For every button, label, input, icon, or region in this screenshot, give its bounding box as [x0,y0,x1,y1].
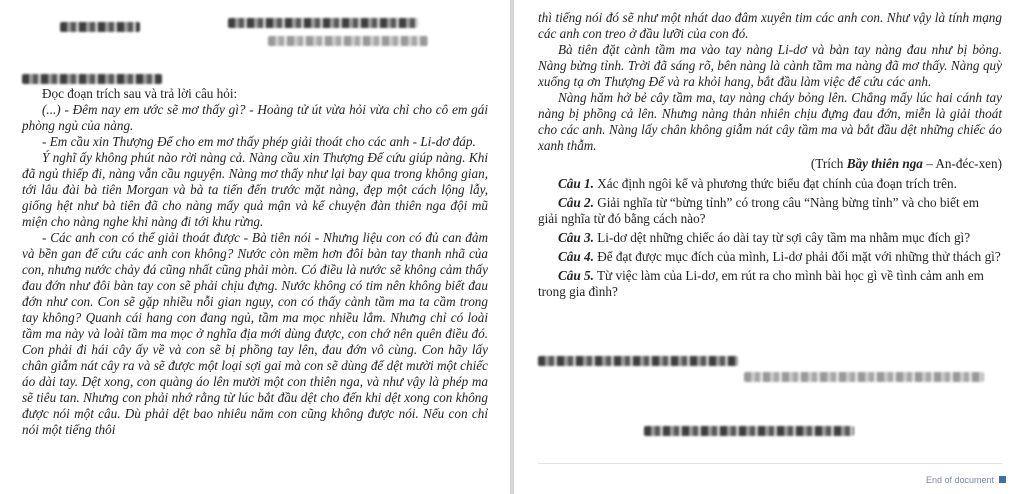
story-paragraph: Bà tiên đặt cành tầm ma vào tay nàng Li-dơ và bàn tay nàng đau như bị bỏng. Nàng bừng tỉnh. Trời đã sáng rõ, bên nàng là cành tầm ma nàng đã mơ thấy. Nàng quỳ xuống tạ ơn Thượng Đế và ra khỏi hang, bắt đầu làm việc để cứu các anh. [538,42,1002,89]
right-page [514,0,1024,494]
redacted-watermark [644,426,854,436]
question-1: Câu 1. Xác định ngôi kể và phương thức biểu đạt chính của đoạn trích trên. [558,176,957,191]
question-3: Câu 3. Li-dơ dệt những chiếc áo dài tay từ sợi cây tầm ma nhằm mục đích gì? [558,230,971,245]
source-citation: (Trích Bầy thiên nga – An-đéc-xen) [810,156,1002,171]
redacted-watermark [744,372,984,382]
redacted-section-title [22,74,162,84]
redacted-header [268,36,428,46]
story-paragraph: - Em cầu xin Thượng Đế cho em mơ thấy phép giải thoát cho các anh - Li-dơ đáp. [42,134,476,149]
instruction: Đọc đoạn trích sau và trả lời câu hỏi: [42,86,238,101]
question-5: Câu 5. Từ việc làm của Li-dơ, em rút ra cho mình bài học gì về tình cảm anh em trong gia đình? [538,268,984,299]
story-paragraph: thì tiếng nói đó sẽ như một nhát dao đâm xuyên tim các anh con. Như vậy là tính mạng các anh con treo ở đầu lưỡi của con đó. [538,10,1002,41]
end-of-document-label: End of document [925,475,994,485]
question-2: Câu 2. Giải nghĩa từ “bừng tỉnh” có trong câu “Nàng bừng tỉnh” và cho biết em giải nghĩa từ đó bằng cách nào? [538,195,980,226]
story-paragraph: - Các anh con có thể giải thoát được - Bà tiên nói - Nhưng liệu con có đủ can đảm và bền gan để cứu các anh con không? Nước còn mềm hơn đôi bàn tay thanh nhã của con, nhưng nước chảy đá cũng nhất cũng phải mòn. Có điều là nước sẽ không cảm thấy đau đớn như đôi bàn tay con sẽ phải chịu đựng. Nước không có tim nên không biết đau đớn như con. Con sẽ gặp nhiều nỗi gian nguy, con có thấy cành tầm ma ta cầm trong tay không? Quanh cái hang con đang ngủ, tầm ma mọc nhiều lắm. Nhưng chỉ có loài tầm ma này và loài tầm ma mọc ở nghĩa địa mới dùng được, con chớ nên quên điều đó. Con phải đi hái cây ấy về và con sẽ bị phồng tay lên, đau đớn vô cùng. Con hãy lấy chân giẫm nát cây ra và sẽ được một loại sợi gai mà con sẽ dùng để dệt mười một chiếc áo dài tay. Dệt xong, con quàng áo lên mười một con thiên nga, và như vậy là phép ma sẽ tiêu tan. Nhưng con phải nhớ rằng từ lúc bắt đầu dệt cho đến khi dệt xong con không được nói một câu. Dù phải dệt bao nhiêu năm con cũng không được nói. Nếu con chỉ nói một tiếng thôi [22,230,488,437]
redacted-header [60,22,140,32]
redacted-watermark [538,356,738,366]
footer-divider [538,463,1002,464]
question-4: Câu 4. Để đạt được mục đích của mình, Li-dơ phải đối mặt với những thử thách gì? [558,249,1001,264]
redacted-header [228,18,418,28]
left-page [0,0,510,494]
story-paragraph: (...) - Đêm nay em ước sẽ mơ thấy gì? - Hoàng tử út vừa hỏi vừa chỉ cho cô em gái phòng ngủ của nàng. [22,102,488,133]
end-marker-icon [999,476,1006,483]
story-paragraph: Nàng hăm hở bẻ cây tầm ma, tay nàng cháy bỏng lên. Chẳng mấy lúc hai cánh tay nàng bị phồng cả lên. Nhưng nàng thản nhiên chịu đựng đau đớn, miễn là giải thoát cho các anh. Nàng lấy chân không giẫm nát cây tầm ma và bắt đầu dệt những chiếc áo xanh thẫm. [538,90,1002,153]
story-paragraph: Ý nghĩ ấy không phút nào rời nàng cả. Nàng cầu xin Thượng Đế cứu giúp nàng. Khi đã ngủ thiếp đi, nàng vẫn cầu nguyện. Nàng mơ thấy như lại bay qua trong không gian, tới lâu đài bà tiên Morgan và bà ta tiến đến trước mặt nàng, đẹp một cách lộng lẫy, giống hệt như bà tiên đã cho nàng mấy quả mận và kể chuyện đàn thiên nga đội mũ miện cho nàng nghe khi nàng đi tới khu rừng. [22,150,488,229]
